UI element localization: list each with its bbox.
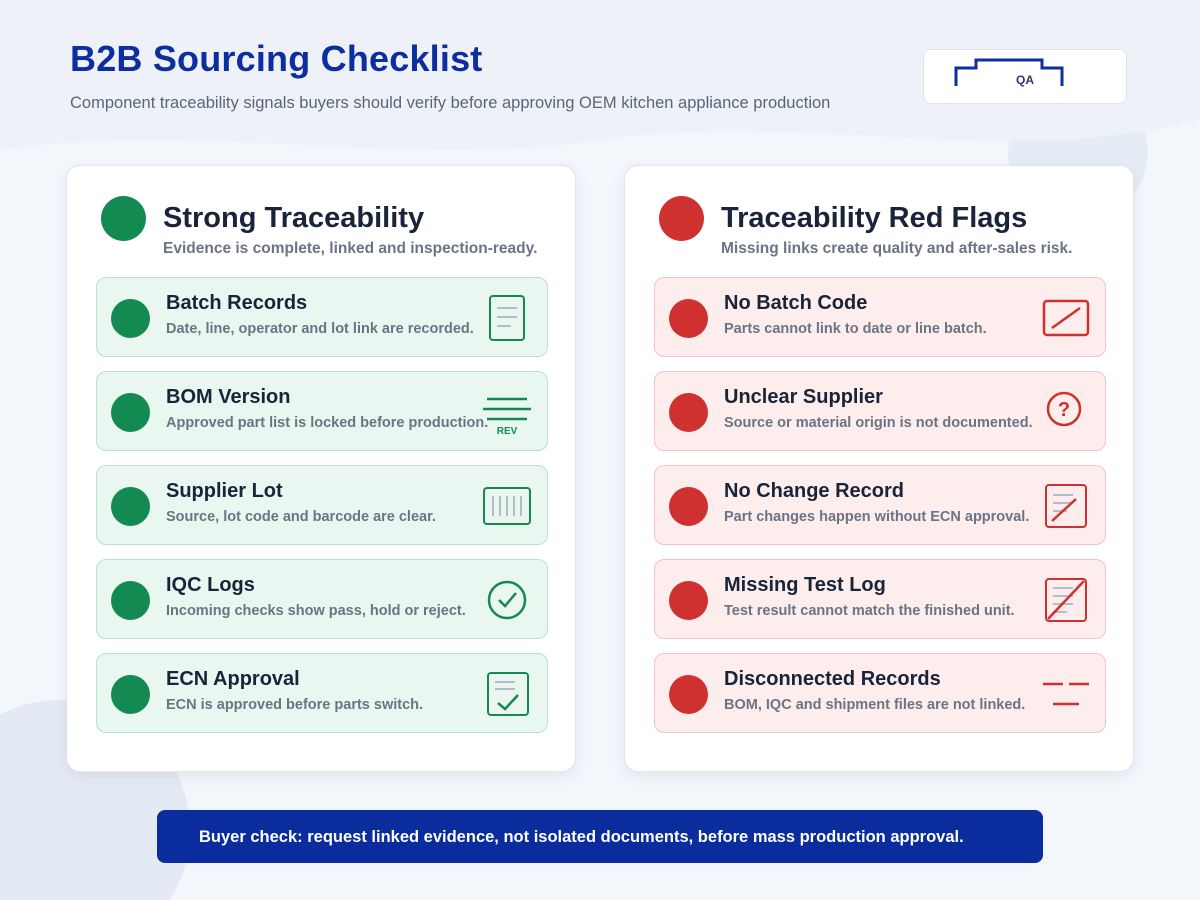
panel-subtitle: Evidence is complete, linked and inspection-ready. — [163, 240, 538, 257]
item-title: No Batch Code — [724, 292, 868, 314]
list-item — [96, 653, 548, 733]
revision-lines-icon — [481, 385, 535, 439]
item-title: BOM Version — [166, 386, 291, 408]
item-dot-green — [111, 675, 150, 714]
item-title: Disconnected Records — [724, 668, 941, 690]
page-title: B2B Sourcing Checklist — [70, 38, 483, 79]
list-item — [96, 465, 548, 545]
qa-label: QA — [1016, 73, 1034, 87]
item-title: IQC Logs — [166, 574, 255, 596]
item-description: Source or material origin is not documented. — [724, 415, 1033, 431]
item-dot-green — [111, 487, 150, 526]
list-item — [654, 559, 1106, 639]
document-icon — [481, 291, 535, 345]
item-description: Incoming checks show pass, hold or reject. — [166, 603, 466, 619]
item-title: ECN Approval — [166, 668, 300, 690]
item-description: Test result cannot match the finished unit. — [724, 603, 1015, 619]
crossed-document-icon — [1039, 479, 1093, 533]
status-dot-green — [101, 196, 146, 241]
item-description: Part changes happen without ECN approval. — [724, 509, 1030, 525]
red-items-list — [654, 277, 1106, 747]
item-dot-red — [669, 581, 708, 620]
rev-label: REV — [496, 426, 518, 437]
item-description: ECN is approved before parts switch. — [166, 697, 424, 713]
barcode-icon — [481, 479, 535, 533]
item-dot-green — [111, 393, 150, 432]
list-item — [654, 277, 1106, 357]
item-description: Approved part list is locked before production. — [166, 415, 489, 431]
question-circle-icon — [1039, 385, 1093, 439]
list-item — [96, 559, 548, 639]
list-item — [654, 465, 1106, 545]
page-subtitle: Component traceability signals buyers should verify before approving OEM kitchen appliance production — [70, 94, 831, 112]
approved-document-icon — [481, 667, 535, 721]
strong-traceability-panel — [66, 165, 576, 772]
panel-title: Strong Traceability — [163, 202, 425, 234]
qa-badge — [923, 49, 1127, 104]
red-flags-panel — [624, 165, 1134, 772]
item-description: Source, lot code and barcode are clear. — [166, 509, 436, 525]
item-title: No Change Record — [724, 480, 905, 502]
list-item — [654, 371, 1106, 451]
status-dot-red — [659, 196, 704, 241]
list-item — [96, 277, 548, 357]
item-description: Date, line, operator and lot link are recorded. — [166, 321, 474, 337]
item-title: Unclear Supplier — [724, 386, 883, 408]
item-dot-green — [111, 581, 150, 620]
check-circle-icon — [481, 573, 535, 627]
item-dot-red — [669, 299, 708, 338]
item-title: Missing Test Log — [724, 574, 886, 596]
list-item — [96, 371, 548, 451]
item-dot-red — [669, 487, 708, 526]
item-description: BOM, IQC and shipment files are not linked. — [724, 697, 1026, 713]
crossed-log-icon — [1039, 573, 1093, 627]
strong-items-list — [96, 277, 548, 747]
item-dot-red — [669, 393, 708, 432]
buyer-check-banner — [157, 810, 1043, 863]
broken-links-icon — [1039, 667, 1093, 721]
panel-subtitle: Missing links create quality and after-sales risk. — [721, 240, 1073, 257]
item-dot-red — [669, 675, 708, 714]
item-title: Batch Records — [166, 292, 308, 314]
item-title: Supplier Lot — [166, 480, 283, 502]
svg-text:?: ? — [1057, 399, 1071, 421]
page-header — [70, 38, 830, 113]
item-dot-green — [111, 299, 150, 338]
buyer-check-text: Buyer check: request linked evidence, not isolated documents, before mass production approval. — [199, 828, 964, 846]
list-item — [654, 653, 1106, 733]
item-description: Parts cannot link to date or line batch. — [724, 321, 987, 337]
panel-title: Traceability Red Flags — [721, 202, 1028, 234]
crossed-box-icon — [1039, 291, 1093, 345]
